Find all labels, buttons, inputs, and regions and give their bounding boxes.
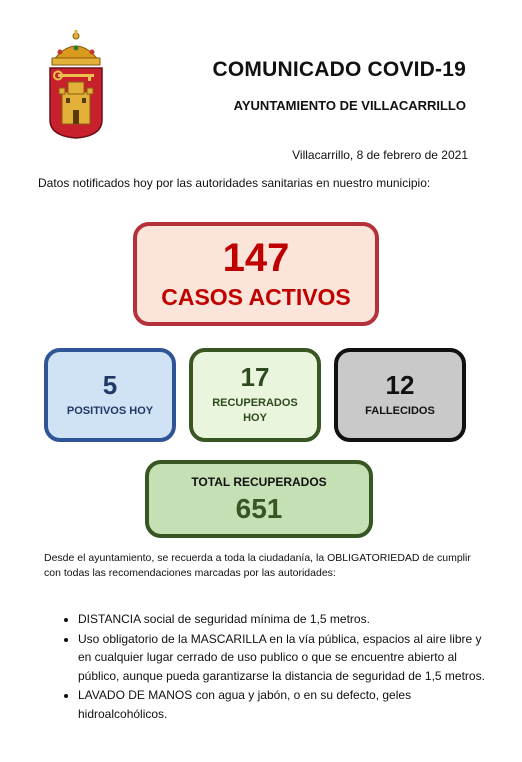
recovered-today-value: 17 bbox=[240, 362, 270, 393]
positive-today-label: POSITIVOS HOY bbox=[66, 404, 154, 417]
deaths-box bbox=[334, 348, 466, 442]
coat-of-arms-icon bbox=[44, 28, 108, 140]
recommendations-list bbox=[60, 610, 488, 725]
deaths-label: FALLECIDOS bbox=[365, 404, 435, 417]
positive-today-value: 5 bbox=[102, 369, 118, 400]
list-item: • Uso obligatorio de la MASCARILLA en la vía pública, espacios al aire libre y en cualquier lugar cerrado de uso publico o que se encuentre abierto al público, aunque pueda garantizarse la distancia de seguridad de 1,5 metros. bbox=[78, 630, 488, 686]
recovered-today-box bbox=[189, 348, 321, 442]
total-recovered-box bbox=[145, 460, 373, 538]
reminder-text: Desde el ayuntamiento, se recuerda a toda la ciudadanía, la OBLIGATORIEDAD de cumplir con todas las recomendaciones marcadas por las autoridades: bbox=[44, 552, 471, 580]
list-item: • DISTANCIA social de seguridad mínima de 1,5 metros. bbox=[78, 610, 488, 629]
page-title: COMUNICADO COVID-19 bbox=[212, 58, 466, 81]
list-item: • LAVADO DE MANOS con agua y jabón, o en su defecto, geles hidroalcohólicos. bbox=[78, 686, 488, 723]
active-cases-value: 147 bbox=[222, 235, 290, 280]
recovered-today-label-line2: HOY bbox=[243, 412, 267, 424]
date-line: Villacarrillo, 8 de febrero de 2021 bbox=[292, 148, 468, 162]
deaths-value: 12 bbox=[385, 369, 415, 400]
active-cases-label: CASOS ACTIVOS bbox=[161, 283, 351, 310]
total-recovered-value: 651 bbox=[235, 493, 283, 524]
total-recovered-label: TOTAL RECUPERADOS bbox=[191, 475, 327, 489]
page-subtitle: AYUNTAMIENTO DE VILLACARRILLO bbox=[233, 98, 466, 113]
intro-text: Datos notificados hoy por las autoridades sanitarias en nuestro municipio: bbox=[38, 176, 431, 190]
active-cases-box bbox=[133, 222, 379, 326]
positive-today-box bbox=[44, 348, 176, 442]
recovered-today-label bbox=[212, 396, 298, 426]
recovered-today-label-line1: RECUPERADOS bbox=[212, 397, 298, 410]
